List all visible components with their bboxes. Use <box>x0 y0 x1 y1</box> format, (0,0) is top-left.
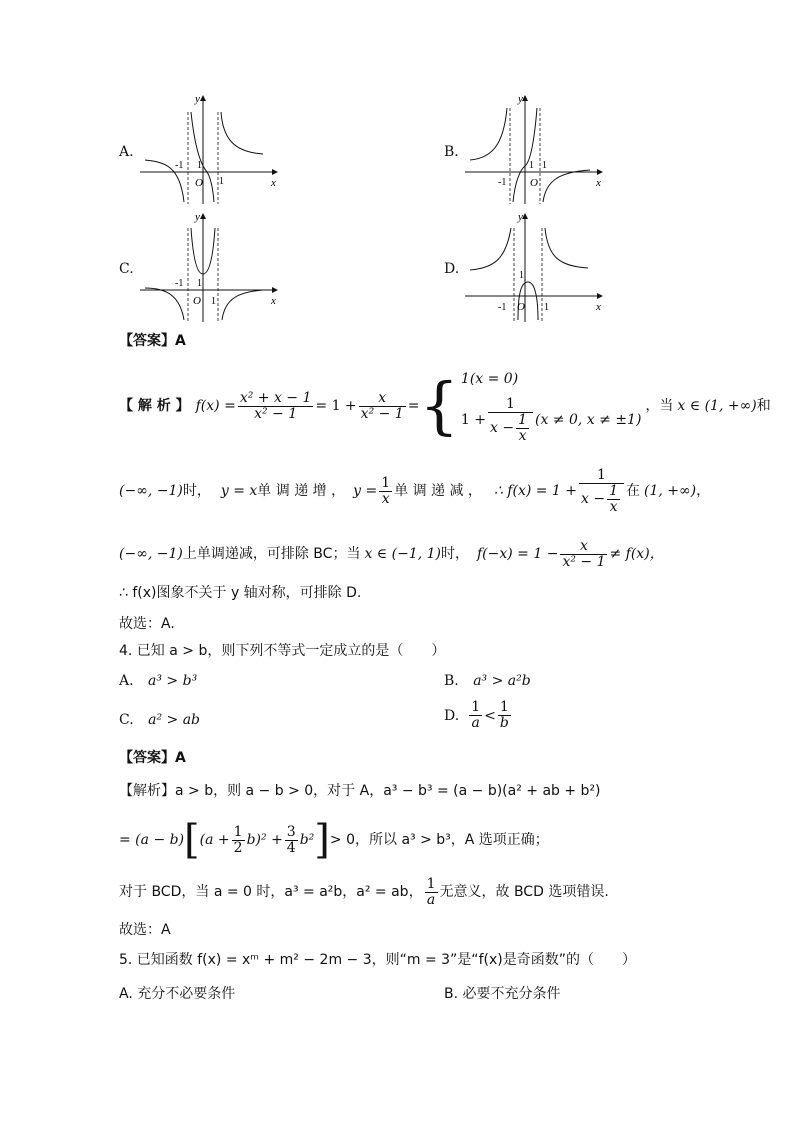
case-two: 1 + 1 x − $\frac{1}{x}$ (x ≠ 0, x ≠ ±1) <box>460 395 642 444</box>
x-axis-label: x <box>596 177 601 189</box>
option-label-c: C. <box>119 261 134 277</box>
option-label-a: A. <box>119 144 134 160</box>
tick-1-x: 1 <box>544 302 549 313</box>
q3-analysis-line3: (−∞, −1) 上单调递减，可排除 BC；当 x ∈ (−1, 1) 时， f(−x) = 1 − $\frac{x}{\text{x² − 1}}$ ≠ f(x)， <box>119 537 664 570</box>
tick-neg1: -1 <box>498 177 507 188</box>
y-axis-label: y <box>195 211 200 223</box>
q3-conclusion: 故选：A. <box>119 616 175 632</box>
q4-answer: 【答案】A <box>119 750 186 766</box>
fraction-main: $\frac{\text{x² + x − 1}}{\text{x² − 1}}$ <box>239 389 312 422</box>
tick-1-x: 1 <box>211 296 216 307</box>
q3-analysis-line4: ∴ f(x)图象不关于 y 轴对称，可排除 D. <box>119 585 362 601</box>
x-axis-label: x <box>596 301 601 313</box>
y-axis-label: y <box>518 211 523 223</box>
graph-c <box>135 208 285 323</box>
and-text: 和 <box>756 398 771 414</box>
tick-1-y: 1 <box>197 278 202 289</box>
q4-analysis-a: 【解析】a > b，则 a − b > 0，对于 A，a³ − b³ = (a − b)(a² + ab + b²) <box>119 783 601 799</box>
graph-a <box>135 90 285 205</box>
therefore-frac: 1 x − $\frac{1}{x}$ <box>579 468 624 515</box>
y-axis-label: y <box>518 93 523 105</box>
x-axis-label: x <box>271 177 276 189</box>
case-one: 1(x = 0) <box>460 370 519 387</box>
option-label-d: D. <box>444 261 460 277</box>
interval-1: x ∈ (1, +∞) <box>677 398 757 414</box>
tick-1-x: 1 <box>542 160 547 171</box>
q4-opt-a: A. a³ > b³ <box>119 673 198 689</box>
when-text: ，当 <box>645 398 674 414</box>
q3-analysis-line2: (−∞, −1) 时， y = x 单 调 递 增 ， y = $\frac{1}{x}$ 单 调 递 减 ， ∴ f(x) = 1 + 1 x − $\frac{1}{x}$ 在 (1, +∞) ， <box>119 466 711 515</box>
tick-neg1: -1 <box>498 302 507 313</box>
origin-label: O <box>193 295 201 307</box>
tick-1-y: 1 <box>519 270 524 281</box>
fraction-x: $\frac{x}{\text{x² − 1}}$ <box>360 389 404 422</box>
frac-1-over-x: $\frac{1}{x}$ <box>381 474 391 507</box>
piecewise-cases <box>461 369 642 444</box>
q3-analysis-line1 <box>119 366 771 446</box>
origin-label: O <box>517 301 525 313</box>
nested-frac: $\frac{1}{x}$ <box>518 411 527 444</box>
origin-label: O <box>195 177 203 189</box>
q4-opt-d: D. $\frac{1}{a}$ < $\frac{1}{b}$ <box>444 699 509 731</box>
analysis-tag: 【 解 析 】 <box>119 398 190 414</box>
tick-1-y: 1 <box>197 160 202 171</box>
graph-b <box>460 90 610 205</box>
q4-stem: 4. 已知 a > b，则下列不等式一定成立的是（ ） <box>119 643 446 659</box>
tick-1-y: 1 <box>529 160 534 171</box>
q5-opt-a: A. 充分不必要条件 <box>119 986 236 1002</box>
eq-sign: = <box>407 398 420 414</box>
case-two-frac: 1 x − $\frac{1}{x}$ <box>488 397 533 444</box>
fx-label: f(x) = <box>195 398 236 414</box>
q4-opt-b: B. a³ > a²b <box>444 673 531 689</box>
q4-conclusion: 故选：A <box>119 922 171 938</box>
tick-neg1: -1 <box>175 160 184 171</box>
graph-d <box>460 208 610 323</box>
left-brace: { <box>419 369 459 442</box>
q4-analysis-c: 对于 BCD，当 a = 0 时，a³ = a²b，a² = ab， $\frac{1}{a}$ 无意义，故 BCD 选项错误. <box>119 875 609 908</box>
option-label-b: B. <box>444 144 459 160</box>
q5-opt-b: B. 必要不充分条件 <box>444 986 561 1002</box>
x-axis-label: x <box>271 295 276 307</box>
y-axis-label: y <box>195 93 200 105</box>
origin-label: O <box>530 177 538 189</box>
tick-1-x: 1 <box>219 176 224 187</box>
tick-neg1: -1 <box>175 278 184 289</box>
q4-opt-c: C. a² > ab <box>119 712 201 728</box>
eq-one-plus: = 1 + <box>315 398 357 414</box>
q5-stem: 5. 已知函数 f(x) = xᵐ + m² − 2m − 3，则“m = 3”是“f(x)是奇函数”的（ ） <box>119 952 636 968</box>
q3-answer: 【答案】A <box>119 333 186 349</box>
q4-analysis-b: = (a − b) [ (a + $\frac{1}{2}$ b)² + $\frac{3}{4}$ b² ] > 0，所以 a³ > b³，A 选项正确； <box>119 817 549 863</box>
